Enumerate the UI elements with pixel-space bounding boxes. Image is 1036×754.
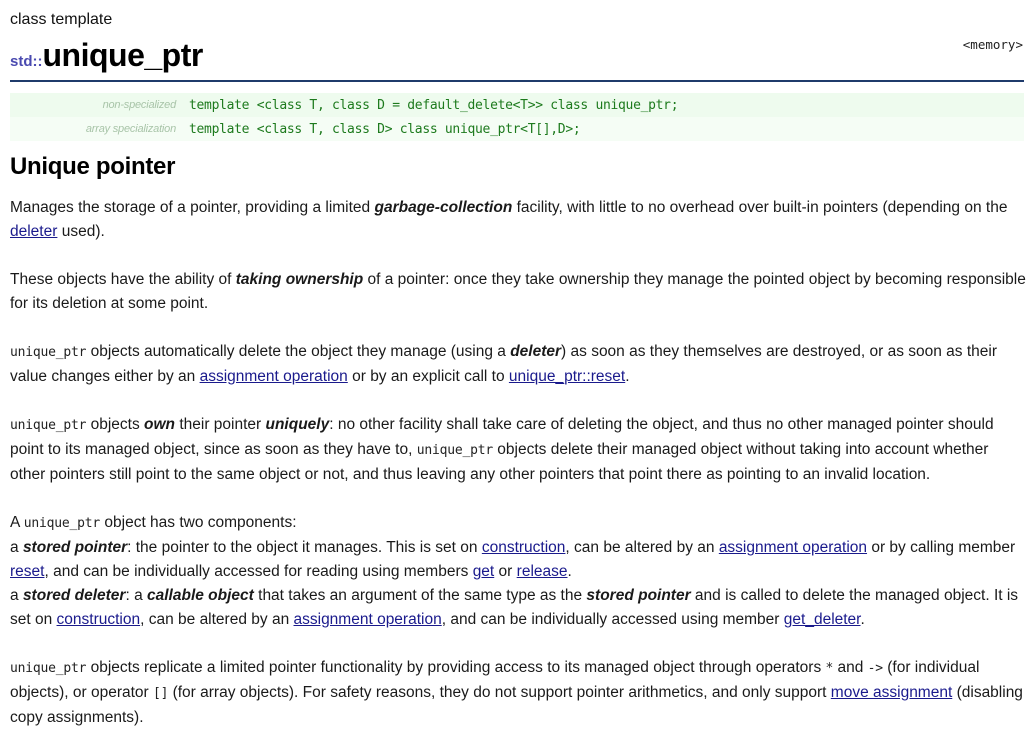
text: objects replicate a limited pointer functionality by providing access to its managed object through operators bbox=[86, 659, 826, 676]
text: of a pointer: once they take ownership they manage the pointed object by becoming responsible for its deletion at some point. bbox=[10, 271, 1026, 312]
text: , can be altered by an bbox=[140, 611, 294, 628]
text: , and can be individually accessed using member bbox=[441, 611, 784, 628]
paragraph-ownership bbox=[10, 268, 1026, 316]
entity-kind-label: class template bbox=[10, 11, 113, 28]
header-file-label: <memory> bbox=[962, 37, 1023, 52]
text: objects bbox=[86, 416, 145, 433]
prototype-code: template <class T, class D> class unique_ptr<T[],D>; bbox=[189, 121, 581, 137]
link-deleter[interactable]: deleter bbox=[10, 223, 58, 240]
prototype-label: array specialization bbox=[85, 123, 176, 135]
paragraph-components bbox=[10, 511, 1026, 632]
text: a bbox=[10, 587, 23, 604]
text: : the pointer to the object it manages. This is set on bbox=[127, 539, 482, 556]
emphasis: stored pointer bbox=[586, 587, 691, 604]
text: Manages the storage of a pointer, providing a limited bbox=[10, 199, 375, 216]
link-release[interactable]: release bbox=[516, 563, 568, 580]
inline-code: * bbox=[825, 661, 834, 676]
text: : no other facility shall take care of deleting the object, and thus no other managed pointer should point to its managed object, since as soon as they have to, bbox=[10, 416, 994, 458]
text: a bbox=[10, 539, 23, 556]
emphasis: callable object bbox=[147, 587, 254, 604]
text: (disabling copy assignments). bbox=[10, 684, 1023, 726]
emphasis: taking ownership bbox=[235, 271, 364, 288]
prototype-code: template <class T, class D = default_delete<T>> class unique_ptr; bbox=[189, 97, 679, 113]
description-body bbox=[10, 196, 1026, 754]
section-heading: Unique pointer bbox=[10, 153, 176, 180]
text: or bbox=[494, 563, 517, 580]
prototype-row bbox=[10, 93, 1024, 117]
text: . bbox=[567, 563, 572, 580]
emphasis: uniquely bbox=[265, 416, 330, 433]
text: : a bbox=[125, 587, 147, 604]
link-assignment-operation[interactable]: assignment operation bbox=[199, 368, 348, 385]
emphasis: stored pointer bbox=[22, 539, 128, 556]
text: and bbox=[833, 659, 868, 676]
text: . bbox=[860, 611, 865, 628]
text: or by calling member bbox=[867, 539, 1016, 556]
text: . bbox=[625, 368, 630, 385]
inline-code: -> bbox=[867, 661, 883, 676]
emphasis: garbage-collection bbox=[374, 199, 513, 216]
class-name: unique_ptr bbox=[42, 37, 203, 73]
link-reset[interactable]: reset bbox=[10, 563, 45, 580]
paragraph-unique-ownership bbox=[10, 413, 1026, 487]
inline-code: unique_ptr bbox=[10, 418, 87, 433]
text: These objects have the ability of bbox=[10, 271, 236, 288]
inline-code: unique_ptr bbox=[416, 443, 493, 458]
text: used). bbox=[57, 223, 105, 240]
prototype-label: non-specialized bbox=[102, 99, 176, 111]
text: , can be altered by an bbox=[565, 539, 719, 556]
namespace-prefix: std:: bbox=[10, 53, 43, 70]
text: ) as soon as they themselves are destroyed, or as soon as their value changes either by an bbox=[10, 343, 997, 385]
emphasis: own bbox=[144, 416, 176, 433]
link-construction[interactable]: construction bbox=[56, 611, 141, 628]
prototype-row bbox=[10, 117, 1024, 141]
inline-code: unique_ptr bbox=[23, 516, 101, 531]
link-unique-ptr-reset[interactable]: unique_ptr::reset bbox=[508, 368, 626, 385]
prototype-table bbox=[10, 93, 1024, 141]
link-move-assignment[interactable]: move assignment bbox=[830, 684, 953, 701]
paragraph-operators bbox=[10, 656, 1026, 730]
text: their pointer bbox=[175, 416, 266, 433]
inline-code: unique_ptr bbox=[10, 661, 87, 676]
emphasis: stored deleter bbox=[22, 587, 126, 604]
link-construction[interactable]: construction bbox=[481, 539, 566, 556]
title-divider bbox=[10, 80, 1024, 82]
inline-code: [] bbox=[153, 686, 169, 701]
text: objects delete their managed object without taking into account whether other pointers still point to the same object or not, and thus leaving any other pointers that point there as pointing to an invalid location. bbox=[10, 441, 989, 483]
text: object has two components: bbox=[100, 514, 297, 531]
link-get[interactable]: get bbox=[472, 563, 495, 580]
text: that takes an argument of the same type as the bbox=[253, 587, 587, 604]
text: or by an explicit call to bbox=[347, 368, 509, 385]
text: objects automatically delete the object they manage (using a bbox=[86, 343, 511, 360]
link-get-deleter[interactable]: get_deleter bbox=[783, 611, 861, 628]
text: facility, with little to no overhead over built-in pointers (depending on the bbox=[512, 199, 1008, 216]
emphasis: deleter bbox=[510, 343, 562, 360]
page-title bbox=[10, 37, 203, 74]
text: A bbox=[10, 514, 24, 531]
text: and is called to delete the managed object. It is set on bbox=[10, 587, 1019, 628]
text: (for individual objects), or operator bbox=[10, 659, 980, 701]
link-assignment-operation[interactable]: assignment operation bbox=[718, 539, 868, 556]
text: , and can be individually accessed for reading using members bbox=[44, 563, 473, 580]
text: (for array objects). For safety reasons, they do not support pointer arithmetics, and only support bbox=[168, 684, 831, 701]
paragraph-intro bbox=[10, 196, 1026, 244]
paragraph-auto-delete bbox=[10, 340, 1026, 389]
link-assignment-operation[interactable]: assignment operation bbox=[293, 611, 442, 628]
inline-code: unique_ptr bbox=[10, 345, 87, 360]
